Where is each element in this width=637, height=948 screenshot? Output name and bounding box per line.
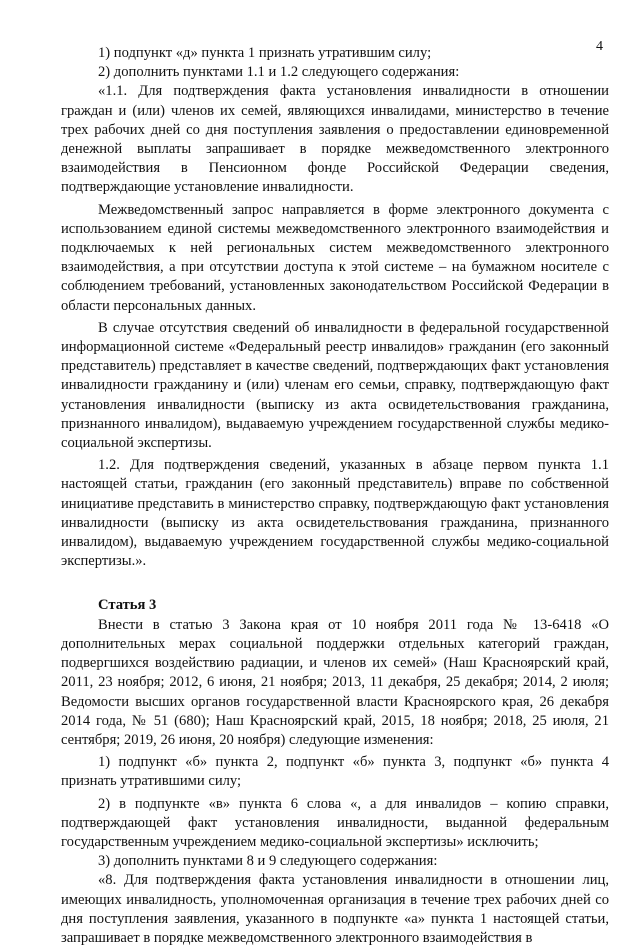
- paragraph: 2) дополнить пунктами 1.1 и 1.2 следующего содержания:: [98, 64, 460, 81]
- document-body: [61, 44, 609, 948]
- paragraph: «1.1. Для подтверждения факта установления инвалидности в отношении граждан и (или) членов их семей, являющихся инвалидами, министерство в течение трех рабочих дней со дня поступления заявления о предоставлении единовременной денежной выплаты запрашивает в порядке межведомственного электронного взаимодействия в Пенсионном фонде Российской Федерации сведения, подтверждающие установление инвалидности.: [61, 83, 609, 196]
- article-heading: Статья 3: [98, 597, 157, 614]
- paragraph: 3) дополнить пунктами 8 и 9 следующего содержания:: [98, 853, 438, 870]
- page-number: 4: [596, 39, 603, 54]
- paragraph: 2) в подпункте «в» пункта 6 слова «, а для инвалидов – копию справки, подтверждающей факт установления инвалидности, выданной федеральным государственным учреждением медико-социальной экспертизы» исключить;: [61, 795, 609, 850]
- paragraph: «8. Для подтверждения факта установления инвалидности в отношении лиц, имеющих инвалидность, уполномоченная организация в течение трех рабочих дней со дня поступления заявления, указанного в подпункте «а» пункта 1 настоящей статьи, запрашивает в порядке межведомственного электронного взаимодействия в: [61, 872, 609, 946]
- paragraph: В случае отсутствия сведений об инвалидности в федеральной государственной информационной системе «Федеральный реестр инвалидов» гражданин (его законный представитель) представляет в качестве сведений, подтверждающих факт установления инвалидности гражданину и (или) членам его семьи, справку, подтверждающую факт установления инвалидности (выписку из акта освидетельствования гражданина, признанного инвалидом), выдаваемую учреждением государственной службы медико-социальной экспертизы.: [61, 319, 609, 452]
- paragraph: 1.2. Для подтверждения сведений, указанных в абзаце первом пункта 1.1 настоящей статьи, гражданин (его законный представитель) вправе по собственной инициативе представить в министерство справку, подтверждающую факт установления инвалидности (выписку из акта освидетельствования гражданина, признанного инвалидом), выдаваемую учреждением государственной службы медико-социальной экспертизы.».: [61, 457, 609, 570]
- paragraph: 1) подпункт «б» пункта 2, подпункт «б» пункта 3, подпункт «б» пункта 4 признать утратившими силу;: [61, 754, 609, 790]
- paragraph: Внести в статью 3 Закона края от 10 ноября 2011 года № 13-6418 «О дополнительных мерах социальной поддержки отдельных категорий граждан, подвергшихся воздействию радиации, и членов их семей» (Наш Красноярский край, 2011, 23 ноября; 2012, 6 июня, 21 ноября; 2013, 11 декабря, 25 декабря; 2014, 2 июля; Ведомости высших органов государственной власти Красноярского края, 26 декабря 2014 года, № 51 (680); Наш Красноярский край, 2015, 18 ноября; 2018, 25 июля, 21 сентября; 2019, 26 июня, 20 ноября) следующие изменения:: [61, 616, 609, 748]
- paragraph: 1) подпункт «д» пункта 1 признать утратившим силу;: [98, 45, 432, 61]
- paragraph: Межведомственный запрос направляется в форме электронного документа с использованием единой системы межведомственного электронного взаимодействия и подключаемых к ней региональных систем межведомственного электронного взаимодействия, а при отсутствии доступа к этой системе – на бумажном носителе с соблюдением требований, установленных законодательством Российской Федерации в области персональных данных.: [61, 201, 609, 314]
